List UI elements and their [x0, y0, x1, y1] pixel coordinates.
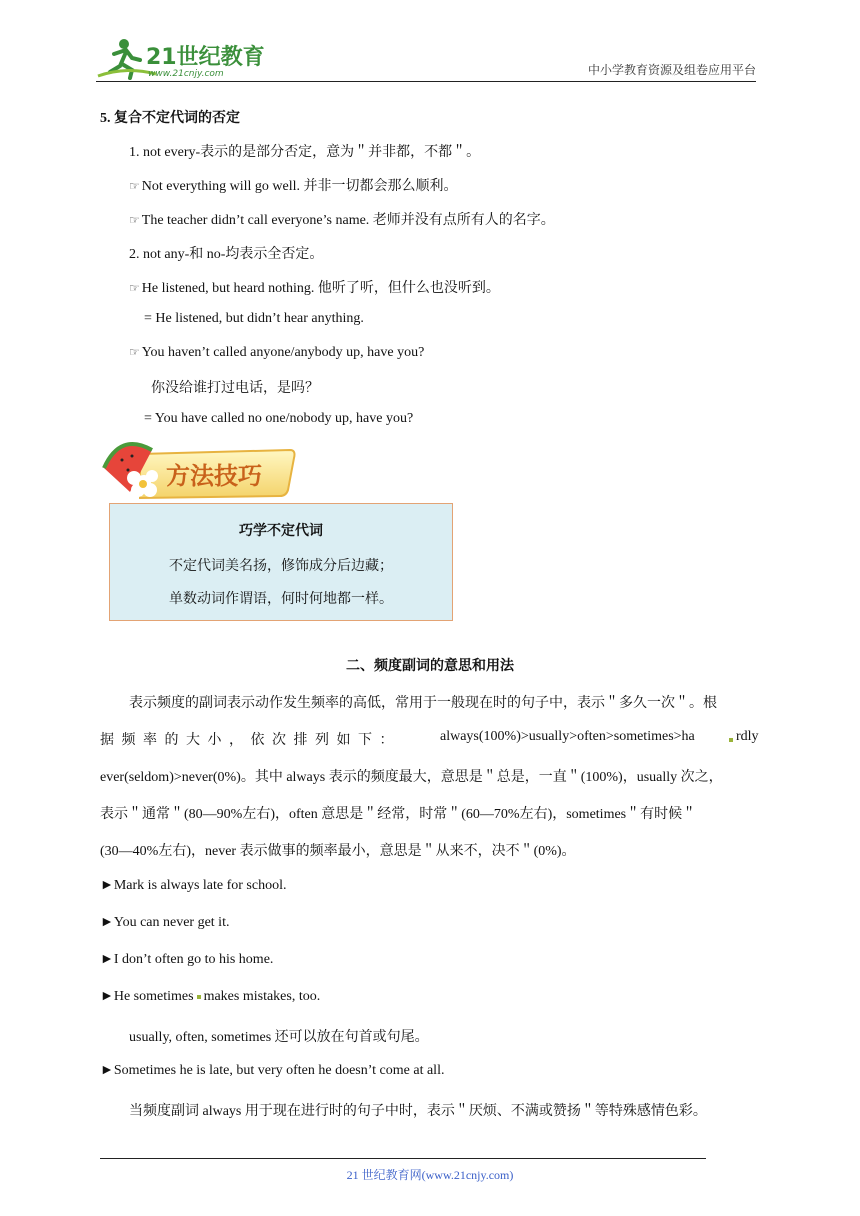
header-platform-text: 中小学教育资源及组卷应用平台 [587, 63, 756, 77]
pointing-hand-icon: ☞ [129, 345, 140, 359]
example-1: ☞ Not everything will go well. 并非一切都会那么顺利。 [129, 179, 458, 194]
header-divider [96, 81, 756, 82]
highlight-marker [729, 738, 733, 742]
site-logo [96, 36, 266, 80]
closing-line: 当频度副词 always 用于现在进行时的句子中时，表示＂厌烦、不满或赞扬＂等特殊感情色彩。 [129, 1104, 707, 1119]
highlight-marker [197, 995, 201, 999]
rule-line-1: 1. not every-表示的是部分否定，意为＂并非都，不都＂。 [129, 145, 481, 160]
example-4-translation: 你没给谁打过电话，是吗？ [151, 381, 319, 396]
rule-line-2: 2. not any-和 no-均表示全否定。 [129, 247, 324, 262]
pointing-hand-icon: ☞ [129, 179, 140, 193]
pointing-hand-icon: ☞ [129, 281, 140, 295]
example-3: ☞ He listened, but heard nothing. 他听了听，但什么也没听到。 [129, 281, 500, 296]
tip-title: 巧学不定代词 [239, 523, 323, 539]
example-4: ☞ You haven’t called anyone/anybody up, have you? [129, 345, 425, 360]
paragraph-line-4: 表示＂通常＂(80—90%左右)，often 意思是＂经常，时常＂(60—70%左右)，sometimes＂有时候＂ [100, 807, 697, 822]
bullet-example-5: ►Sometimes he is late, but very often he doesn’t come at all. [100, 1063, 445, 1078]
section-title: 5. 复合不定代词的否定 [100, 111, 240, 126]
bullet-example-1: ►Mark is always late for school. [100, 878, 287, 893]
pointing-hand-icon: ☞ [129, 213, 140, 227]
paragraph-line-3: ever(seldom)>never(0%)。其中 always 表示的频度最大，意思是＂总是，一直＂(100%)，usually 次之， [100, 770, 723, 785]
paragraph-line-1: 表示频度的副词表示动作发生频率的高低，常用于一般现在时的句子中，表示＂多久一次＂。根 [129, 696, 717, 711]
tip-box [109, 503, 453, 621]
method-tips-badge [100, 436, 296, 502]
usage-note: usually, often, sometimes 还可以放在句首或句尾。 [129, 1030, 429, 1045]
footer-link[interactable]: 21 世纪教育网(www.21cnjy.com) [346, 1168, 514, 1182]
example-4-alt: = You have called no one/nobody up, have you? [144, 411, 414, 426]
tip-line-2: 单数动词作谓语，何时何地都一样。 [169, 592, 393, 607]
paragraph-line-2: 据 频 率 的 大 小 ， 依 次 排 列 如 下 ： always(100%)>usually>often>sometimes>ha rdly [100, 729, 759, 748]
bullet-example-4: ►He sometimes makes mistakes, too. [100, 989, 321, 1004]
bullet-example-3: ►I don’t often go to his home. [100, 952, 274, 967]
tip-line-1: 不定代词美名扬，修饰成分后边藏； [169, 559, 393, 574]
example-2: ☞ The teacher didn’t call everyone’s name. 老师并没有点所有人的名字。 [129, 213, 555, 228]
logo-url: www.21cnjy.com [148, 69, 224, 79]
svg-text:方法技巧: 方法技巧 [166, 461, 262, 490]
bullet-example-2: ►You can never get it. [100, 915, 230, 930]
paragraph-line-5: (30—40%左右)，never 表示做事的频率最小，意思是＂从来不，决不＂(0%)。 [100, 844, 576, 859]
logo-text: 21世纪教育 [146, 45, 265, 70]
section-heading: 二、频度副词的意思和用法 [346, 658, 514, 674]
example-3-alt: = He listened, but didn’t hear anything. [144, 311, 364, 326]
footer-divider [100, 1158, 706, 1159]
